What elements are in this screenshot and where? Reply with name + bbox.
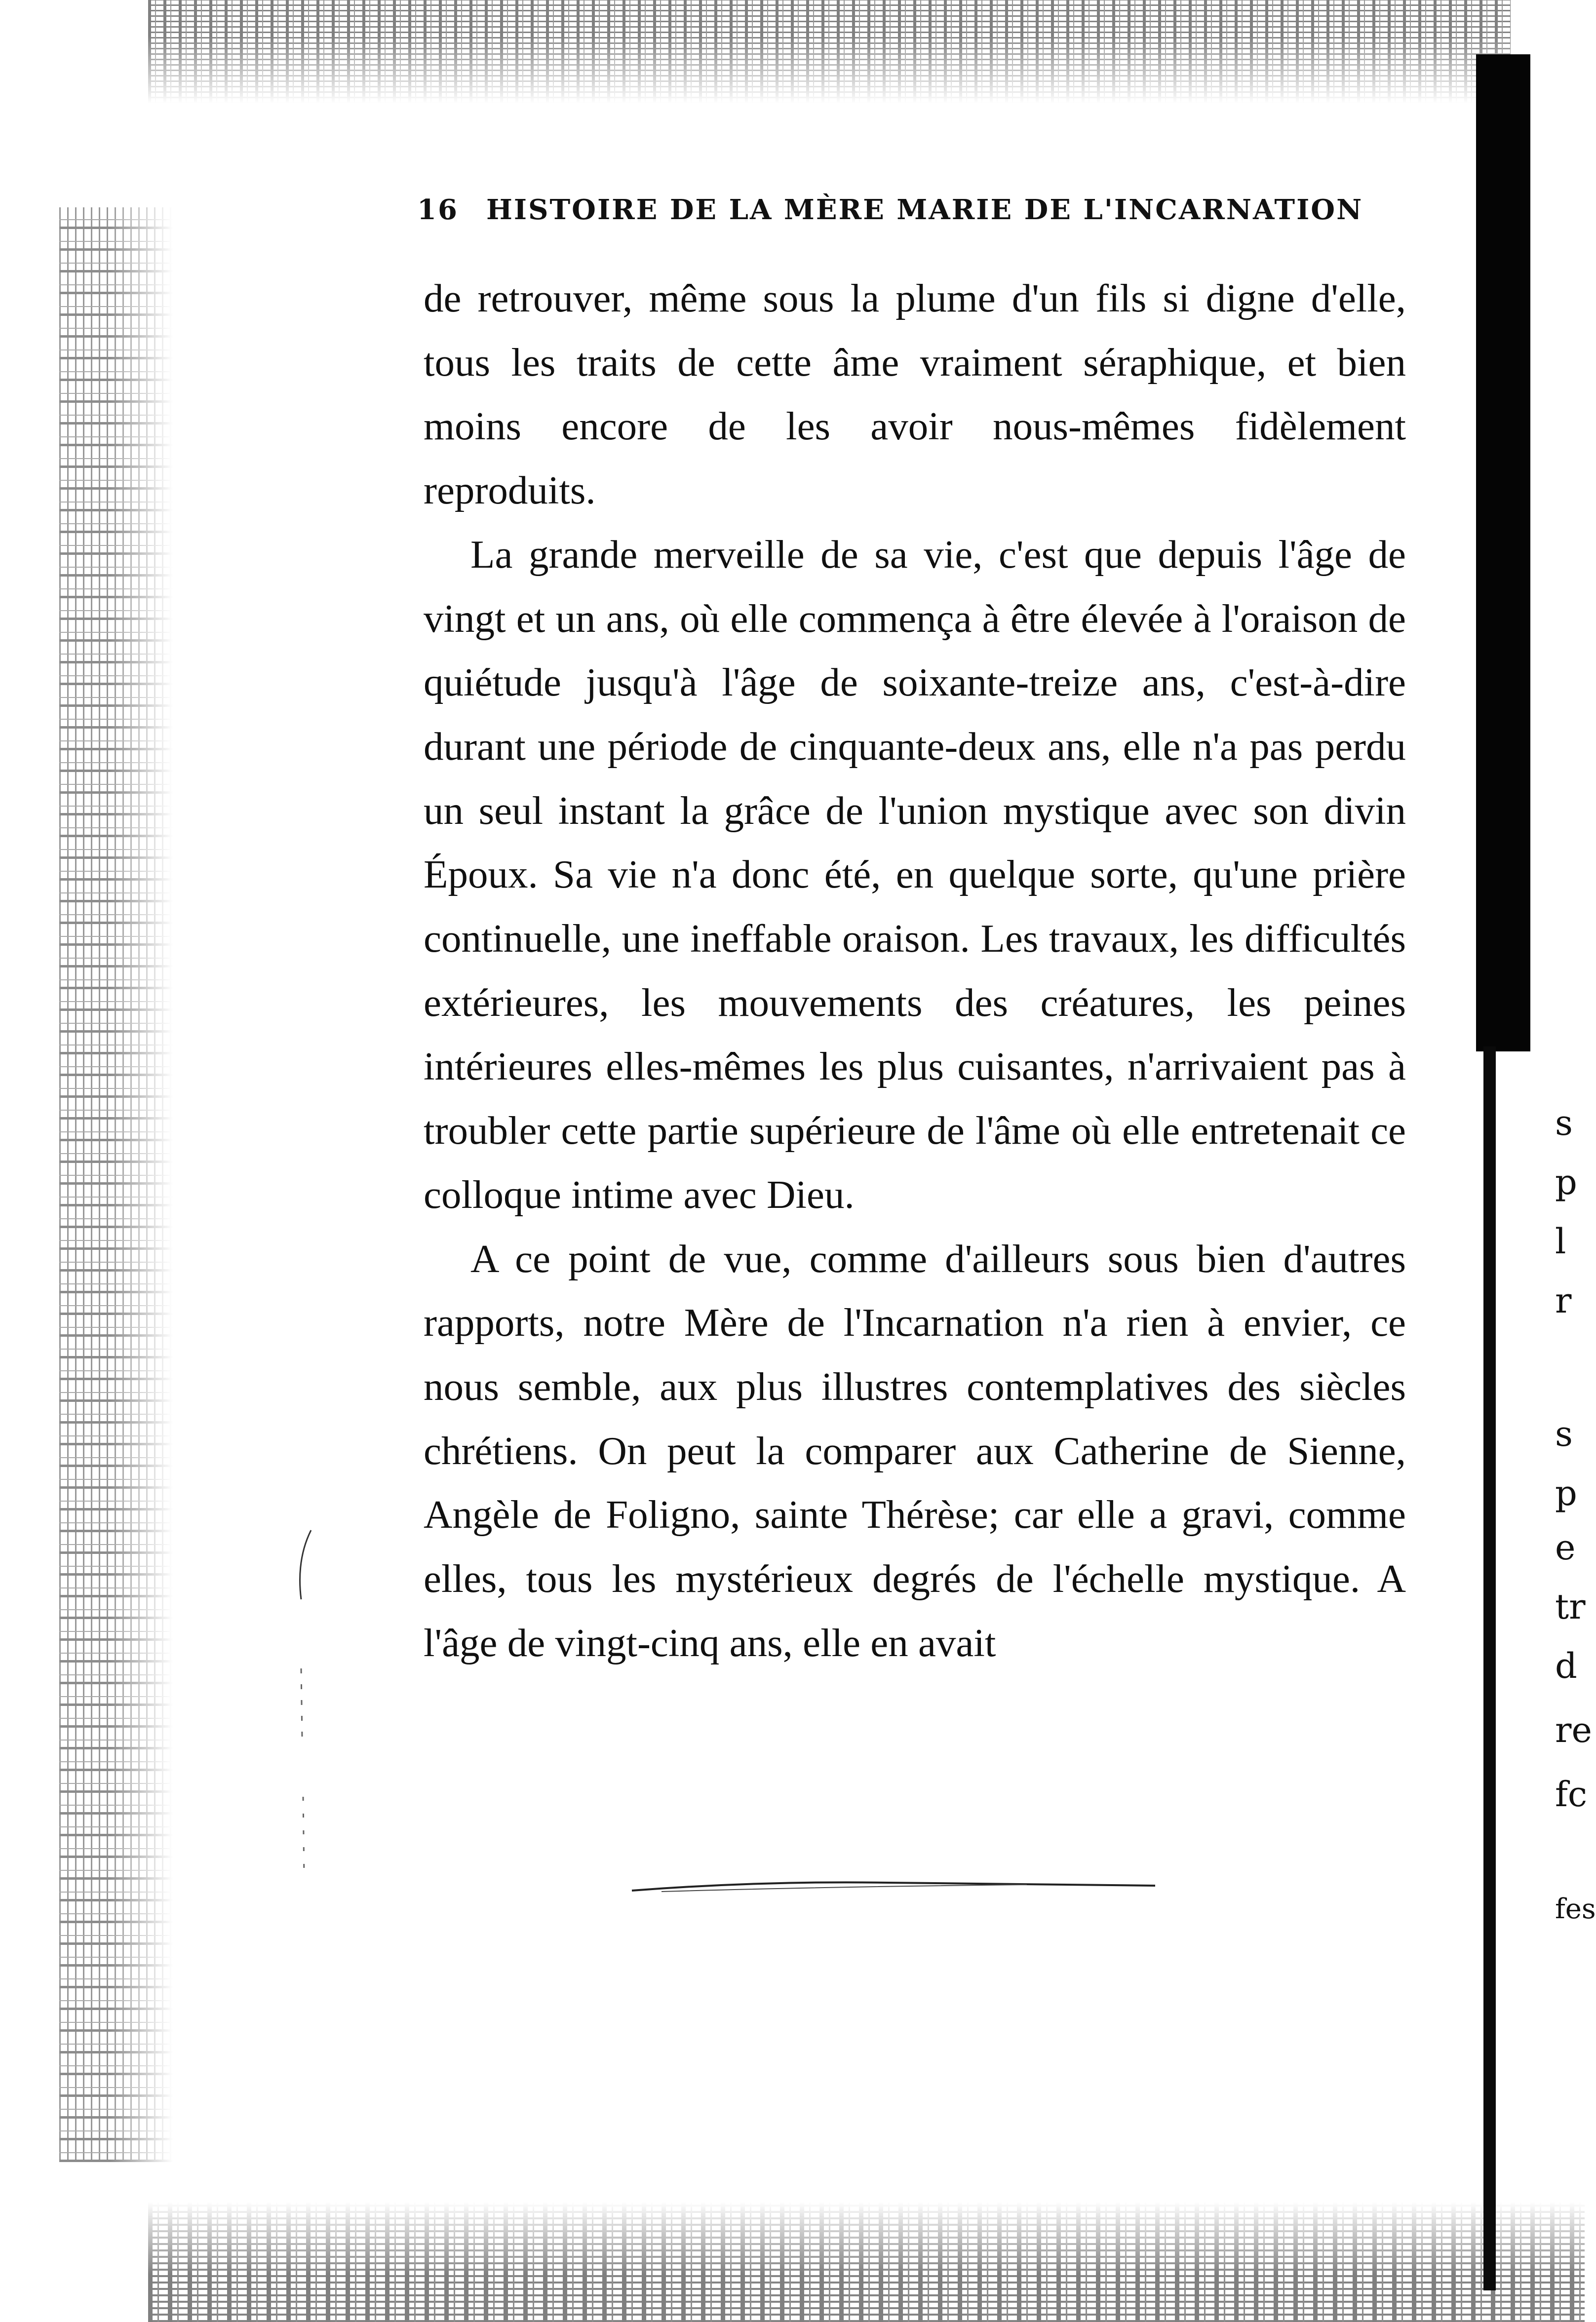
facing-fragment: re bbox=[1555, 1710, 1592, 1750]
facing-fragment: fc bbox=[1555, 1774, 1588, 1815]
margin-pencil-mark bbox=[291, 1530, 321, 1886]
running-title: HISTOIRE DE LA MÈRE MARIE DE L'INCARNATION bbox=[486, 194, 1363, 226]
page-number: 16 bbox=[417, 194, 459, 226]
facing-fragment: r bbox=[1555, 1280, 1572, 1321]
facing-fragment: p bbox=[1555, 1473, 1577, 1513]
facing-page-fragments bbox=[1555, 1076, 1596, 2014]
running-header bbox=[417, 194, 1409, 233]
facing-fragment: d bbox=[1555, 1646, 1577, 1686]
facing-fragment: l bbox=[1555, 1221, 1566, 1262]
facing-fragment: e bbox=[1555, 1527, 1576, 1568]
facing-fragment: s bbox=[1555, 1414, 1573, 1454]
page-edge-line bbox=[1483, 1046, 1496, 2290]
ornament-rule bbox=[632, 1876, 1155, 1896]
facing-fragment: s bbox=[1555, 1103, 1573, 1143]
scan-noise-top bbox=[148, 0, 1511, 104]
body-text bbox=[424, 267, 1406, 1675]
paragraph: A ce point de vue, comme d'ailleurs sous bien d'autres rapports, notre Mère de l'Incarnation n'a rien à envier, ce nous semble, aux plus illustres contemplatives des siècles chrétiens. On peut la comparer aux Catherine de Sienne, Angèle de Foligno, sainte Thérèse; car elle a gravi, comme elles, tous les mystérieux degrés de l'échelle mystique. A l'âge de vingt-cinq ans, elle en avait bbox=[424, 1236, 1406, 1665]
facing-fragment: tr bbox=[1555, 1587, 1586, 1627]
paragraph: La grande merveille de sa vie, c'est que depuis l'âge de vingt et un ans, où elle commença à être élevée à l'oraison de quiétude jusqu'à l'âge de soixante-treize ans, c'est-à-dire durant une période de cinquante-deux ans, elle n'a pas perdu un seul instant la grâce de l'union mystique avec son divin Époux. Sa vie n'a donc été, en quelque sorte, qu'une prière continuelle, une ineffable oraison. Les travaux, les difficultés extérieures, les mouvements des créatures, les peines intérieures elles-mêmes les plus cuisantes, n'arrivaient pas à troubler cette partie supérieure de l'âme où elle entretenait ce colloque intime avec Dieu. bbox=[424, 532, 1406, 1217]
facing-fragment: p bbox=[1555, 1162, 1577, 1202]
scan-noise-bottom bbox=[148, 2202, 1585, 2322]
paragraph-continuation: de retrouver, même sous la plume d'un fils si digne d'elle, tous les traits de cette âme vraiment séraphique, et bien moins encore de les avoir nous-mêmes fidèlement reproduits. bbox=[424, 276, 1406, 513]
page-edge-shadow bbox=[1476, 54, 1530, 1051]
facing-fragment: fes bbox=[1555, 1893, 1596, 1925]
scan-noise-binding bbox=[59, 207, 173, 2162]
